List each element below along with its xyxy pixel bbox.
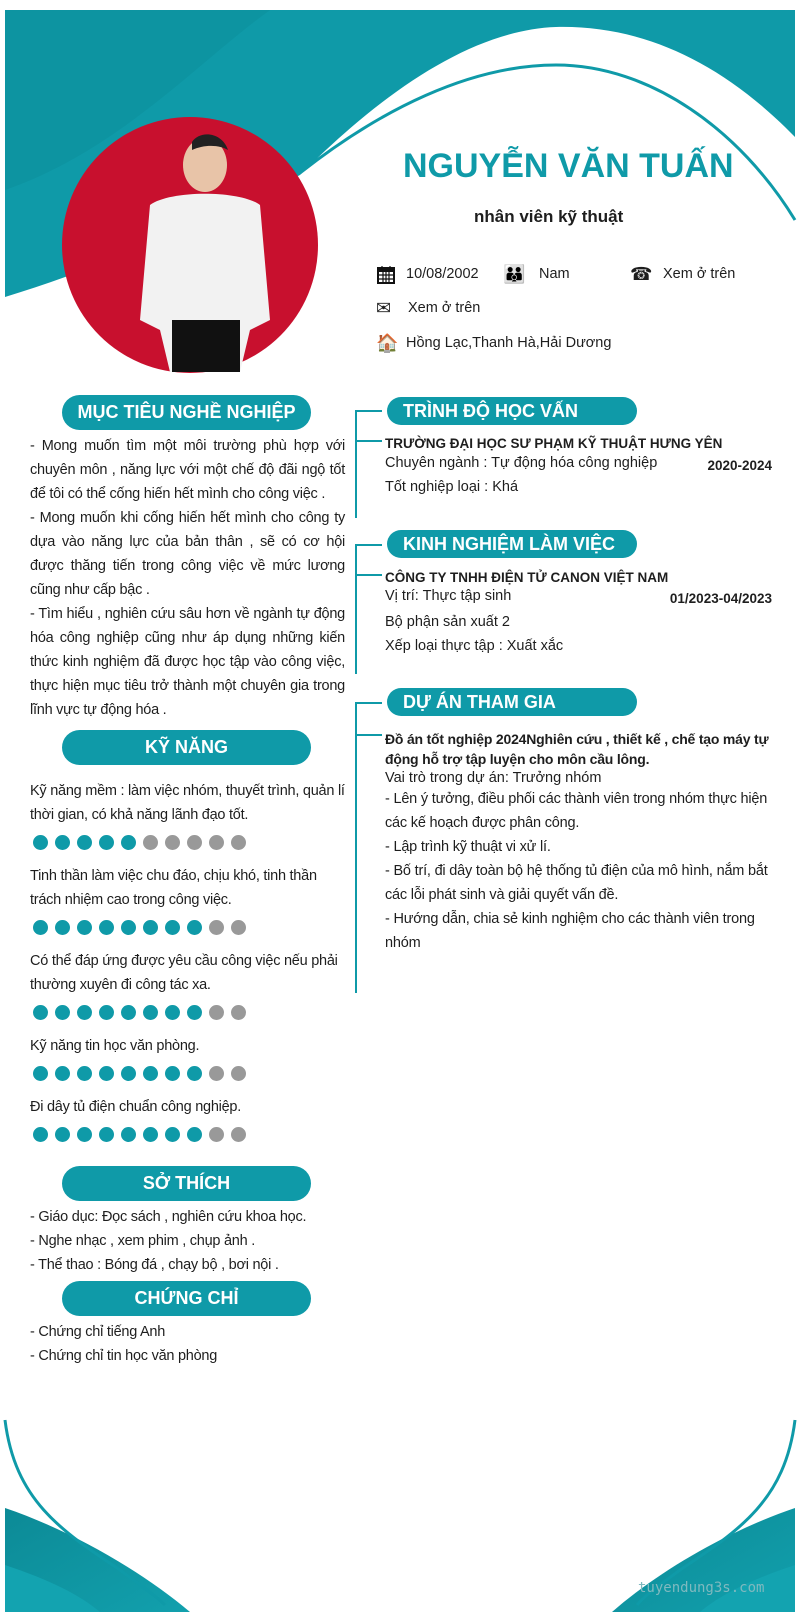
rating-dot-filled [121, 1005, 136, 1020]
rating-dot-empty [231, 1005, 246, 1020]
gender-icon: 👪 [503, 264, 526, 284]
rating-dot-filled [55, 920, 70, 935]
birthday-field [376, 264, 479, 284]
address-value: Hồng Lạc,Thanh Hà,Hải Dương [406, 335, 612, 351]
rating-dot-filled [165, 1127, 180, 1142]
rating-dot-filled [33, 1127, 48, 1142]
rating-dot-empty [231, 1127, 246, 1142]
skill-rating [33, 1005, 345, 1020]
rating-dot-filled [77, 1127, 92, 1142]
email-value: Xem ở trên [408, 300, 481, 316]
rating-dot-filled [77, 1005, 92, 1020]
skill-text: Tinh thần làm việc chu đáo, chịu khó, tinh thần trách nhiệm cao trong công việc. [30, 868, 317, 908]
rating-dot-filled [33, 1066, 48, 1081]
phone-icon: ☎ [630, 264, 653, 284]
email-field [376, 298, 480, 318]
certificates-list [30, 1320, 345, 1368]
timeline-branch [355, 544, 382, 546]
rating-dot-empty [187, 835, 202, 850]
skill-rating [33, 1127, 345, 1142]
left-column [30, 395, 345, 1368]
rating-dot-filled [121, 920, 136, 935]
rating-dot-filled [33, 920, 48, 935]
rating-dot-filled [143, 1005, 158, 1020]
skill-rating [33, 920, 345, 935]
rating-dot-filled [55, 1005, 70, 1020]
email-icon: ✉ [376, 298, 392, 318]
timeline-line [355, 410, 357, 518]
task-item: - Hướng dẫn, chia sẻ kinh nghiệm cho các thành viên trong nhóm [385, 911, 755, 951]
rating-dot-empty [209, 1066, 224, 1081]
project-tasks [385, 787, 780, 955]
rating-dot-filled [33, 835, 48, 850]
rating-dot-filled [121, 835, 136, 850]
experience-period: 01/2023-04/2023 [669, 591, 772, 606]
gender-value: Nam [539, 266, 570, 282]
position: Vị trí: Thực tập sinh [385, 588, 512, 604]
address-field [376, 333, 611, 353]
rating-dot-empty [231, 835, 246, 850]
project-entry [385, 729, 780, 955]
major: Chuyên ngành : Tự động hóa công nghiệp [385, 455, 658, 471]
internship-rating: Xếp loại thực tập : Xuất xắc [385, 638, 564, 654]
skills-heading: KỸ NĂNG [62, 730, 311, 765]
hobby-item: - Nghe nhạc , xem phim , chụp ảnh . [30, 1233, 255, 1249]
project-title: Đồ án tốt nghiệp 2024Nghiên cứu , thiết kế , chế tạo máy tự động hỗ trợ tập luyện cho môn cầu lông. [385, 731, 769, 767]
rating-dot-empty [209, 920, 224, 935]
experience-heading: KINH NGHIỆM LÀM VIỆC [387, 530, 637, 558]
rating-dot-filled [99, 1005, 114, 1020]
rating-dot-filled [143, 1127, 158, 1142]
timeline-branch [355, 574, 382, 576]
phone-value: Xem ở trên [663, 266, 736, 282]
timeline-line [355, 544, 357, 674]
hobbies-heading: SỞ THÍCH [62, 1166, 311, 1201]
certificates-heading: CHỨNG CHỈ [62, 1281, 311, 1316]
certificate-item: - Chứng chỉ tiếng Anh [30, 1324, 166, 1340]
hobby-item: - Giáo dục: Đọc sách , nghiên cứu khoa học. [30, 1209, 307, 1225]
skill-text: Kỹ năng mềm : làm việc nhóm, thuyết trình, quản lí thời gian, có khả năng lãnh đạo tốt. [30, 783, 345, 823]
rating-dot-filled [99, 1127, 114, 1142]
rating-dot-empty [143, 835, 158, 850]
department: Bộ phận sản xuất 2 [385, 614, 510, 630]
rating-dot-empty [209, 835, 224, 850]
school-name: TRƯỜNG ĐẠI HỌC SƯ PHẠM KỸ THUẬT HƯNG YÊN [385, 436, 723, 451]
rating-dot-filled [77, 835, 92, 850]
timeline-branch [355, 702, 382, 704]
rating-dot-filled [187, 1005, 202, 1020]
skill-rating [33, 1066, 345, 1081]
rating-dot-filled [187, 920, 202, 935]
job-title: nhân viên kỹ thuật [474, 207, 624, 226]
rating-dot-filled [121, 1066, 136, 1081]
skill-text: Đi dây tủ điện chuẩn công nghiệp. [30, 1099, 242, 1115]
company-name: CÔNG TY TNHH ĐIỆN TỬ CANON VIỆT NAM [385, 570, 669, 585]
rating-dot-filled [121, 1127, 136, 1142]
rating-dot-filled [143, 1066, 158, 1081]
rating-dot-empty [209, 1005, 224, 1020]
rating-dot-filled [187, 1127, 202, 1142]
education-heading: TRÌNH ĐỘ HỌC VẤN [387, 397, 637, 425]
certificate-item: - Chứng chỉ tin học văn phòng [30, 1348, 218, 1364]
timeline-branch [355, 410, 382, 412]
task-item: - Lên ý tưởng, điều phối các thành viên trong nhóm thực hiện các kế hoạch được phân công. [385, 791, 768, 831]
timeline-branch [355, 734, 382, 736]
task-item: - Bố trí, đi dây toàn bộ hệ thống tủ điện của mô hình, nắm bắt các lỗi phát sinh và giải quyết vấn đề. [385, 863, 768, 903]
profile-photo [62, 117, 318, 373]
phone-field [630, 264, 735, 284]
gender-field [503, 264, 570, 284]
task-item: - Lập trình kỹ thuật vi xử lí. [385, 839, 551, 855]
timeline-branch [355, 440, 382, 442]
education-period: 2020-2024 [707, 458, 772, 473]
candidate-name: NGUYỄN VĂN TUẤN [403, 147, 734, 185]
hobbies-list [30, 1205, 345, 1277]
rating-dot-filled [33, 1005, 48, 1020]
rating-dot-empty [165, 835, 180, 850]
rating-dot-filled [55, 1066, 70, 1081]
timeline-line [355, 702, 357, 993]
rating-dot-filled [187, 1066, 202, 1081]
rating-dot-filled [165, 1066, 180, 1081]
rating-dot-empty [209, 1127, 224, 1142]
graduation-grade: Tốt nghiệp loại : Khá [385, 479, 519, 495]
skill-text: Có thể đáp ứng được yêu cầu công việc nếu phải thường xuyên đi công tác xa. [30, 953, 338, 993]
rating-dot-filled [55, 1127, 70, 1142]
objective-text: - Mong muốn tìm một môi trường phù hợp với chuyên môn , năng lực với một chế độ đãi ngộ tốt để tôi có thể cống hiến hết mình cho công việc . - Mong muốn khi cống hiến hết mình cho công ty dựa vào năng lực của bản thân , sẽ có cơ hội được thăng tiến trong công việc về mức lương cũng như cấp bậc . - Tìm hiểu , nghiên cứu sâu hơn về ngành tự động hóa công nghiệp cũng như áp dụng những kiến thức kinh nghiệm đã được học tập vào công việc, thực hiện mục tiêu trở thành một chuyên gia trong lĩnh vực tự động hóa . [30, 438, 345, 718]
rating-dot-filled [55, 835, 70, 850]
watermark: tuyendung3s.com [638, 1580, 765, 1596]
hobby-item: - Thể thao : Bóng đá , chạy bộ , bơi nội . [30, 1257, 279, 1273]
calendar-icon [376, 264, 396, 284]
objective-heading: MỤC TIÊU NGHỀ NGHIỆP [62, 395, 311, 430]
rating-dot-empty [231, 920, 246, 935]
rating-dot-filled [77, 920, 92, 935]
skill-text: Kỹ năng tin học văn phòng. [30, 1038, 200, 1054]
rating-dot-empty [231, 1066, 246, 1081]
rating-dot-filled [77, 1066, 92, 1081]
rating-dot-filled [99, 1066, 114, 1081]
rating-dot-filled [143, 920, 158, 935]
rating-dot-filled [99, 920, 114, 935]
birthday-value: 10/08/2002 [406, 266, 479, 282]
project-role: Vai trò trong dự án: Trưởng nhóm [385, 770, 602, 786]
projects-heading: DỰ ÁN THAM GIA [387, 688, 637, 716]
skills-list [30, 765, 345, 1142]
rating-dot-filled [99, 835, 114, 850]
home-icon: 🏠 [376, 333, 399, 353]
rating-dot-filled [165, 1005, 180, 1020]
skill-rating [33, 835, 345, 850]
rating-dot-filled [165, 920, 180, 935]
